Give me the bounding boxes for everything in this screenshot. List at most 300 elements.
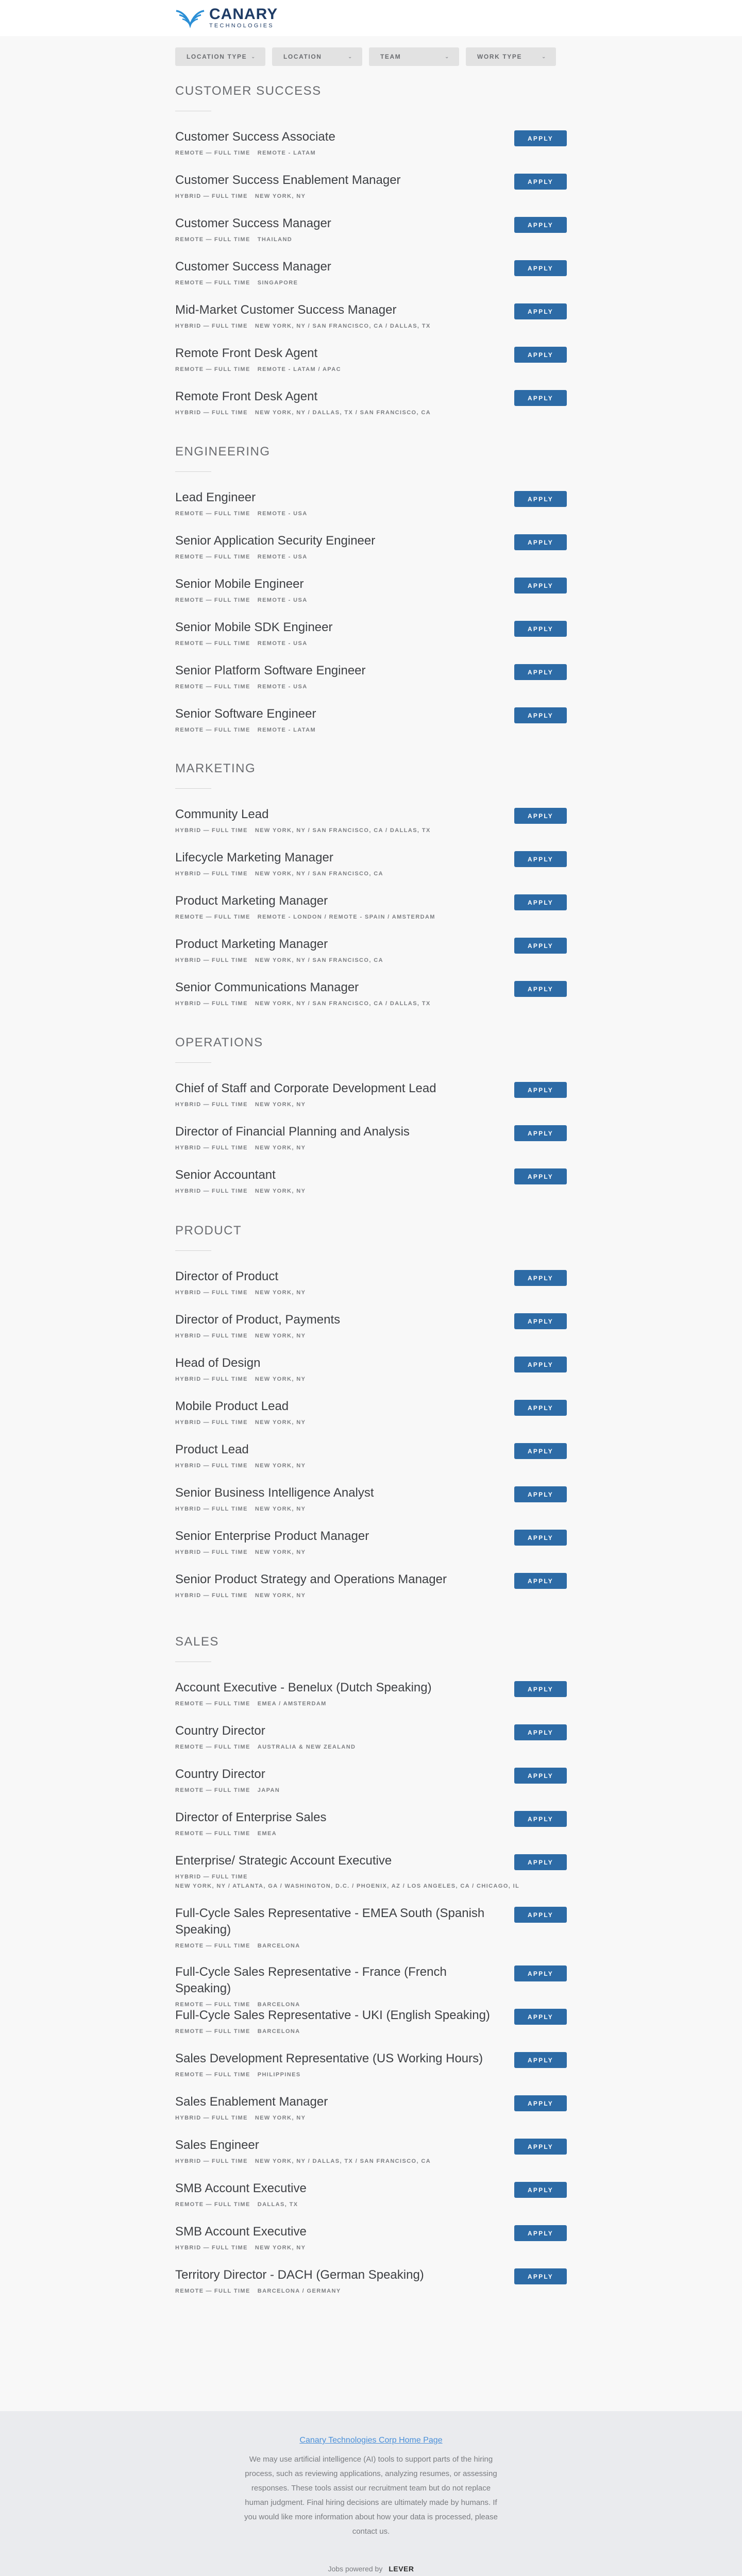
job-title-link[interactable]: SMB Account Executive (175, 2225, 307, 2239)
job-meta (175, 1331, 567, 1341)
job-meta (175, 956, 567, 965)
job-meta (175, 725, 567, 735)
job-commitment: FULL TIME (214, 1831, 250, 1837)
job-commitment: FULL TIME (214, 2028, 250, 2035)
job-commitment: FULL TIME (214, 1787, 250, 1793)
apply-button[interactable]: APPLY (514, 894, 567, 910)
job-location-type: REMOTE (175, 640, 204, 647)
job-location: BARCELONA (257, 1943, 300, 1949)
apply-button[interactable]: APPLY (514, 2139, 567, 2155)
job-title-link[interactable]: Account Executive - Benelux (Dutch Speaking) (175, 1681, 432, 1694)
meta-separator: — (206, 727, 212, 733)
job-location: NEW YORK, NY (255, 193, 306, 199)
job-posting (175, 663, 567, 691)
job-location: NEW YORK, NY (255, 1549, 306, 1555)
job-meta (175, 278, 567, 287)
job-meta (175, 1829, 567, 1838)
job-title-link[interactable]: Senior Mobile Engineer (175, 577, 304, 591)
job-location: NEW YORK, NY / ATLANTA, GA / WASHINGTON, D.C. / PHOENIX, AZ / LOS ANGELES, CA / CHICAGO, IL (175, 1883, 520, 1889)
job-commitment: FULL TIME (214, 2201, 250, 2208)
job-location: REMOTE - USA (257, 511, 308, 517)
job-location-type: HYBRID (175, 2158, 201, 2164)
job-commitment: FULL TIME (214, 684, 250, 690)
logo-name: CANARY (209, 6, 278, 23)
job-location: SINGAPORE (257, 280, 298, 286)
job-location-type: REMOTE (175, 511, 204, 517)
job-location-type: REMOTE (175, 2201, 204, 2208)
apply-button[interactable]: APPLY (514, 1082, 567, 1098)
job-commitment: FULL TIME (214, 1744, 250, 1750)
job-commitment: FULL TIME (214, 727, 250, 733)
apply-button[interactable]: APPLY (514, 1270, 567, 1286)
job-commitment: FULL TIME (211, 827, 248, 834)
section-divider (175, 788, 211, 789)
apply-button[interactable]: APPLY (514, 1357, 567, 1372)
job-meta (175, 869, 567, 878)
job-commitment: FULL TIME (211, 871, 248, 877)
filter-location-type[interactable] (175, 47, 265, 66)
apply-button[interactable]: APPLY (514, 621, 567, 637)
job-posting (175, 1809, 567, 1838)
section-title: PRODUCT (175, 1224, 242, 1238)
job-posting (175, 215, 567, 244)
job-posting (175, 172, 567, 201)
job-posting (175, 1964, 567, 2009)
job-commitment: FULL TIME (211, 2115, 248, 2121)
job-commitment: FULL TIME (211, 1101, 248, 1108)
apply-button[interactable]: APPLY (514, 808, 567, 824)
job-location: BARCELONA (257, 2028, 300, 2035)
meta-separator: — (203, 1001, 210, 1007)
job-posting (175, 1528, 567, 1557)
meta-separator: — (206, 150, 212, 156)
job-location: PHILIPPINES (257, 2072, 301, 2078)
apply-button[interactable]: APPLY (514, 1811, 567, 1827)
apply-button[interactable]: APPLY (514, 303, 567, 319)
job-title-link[interactable]: Senior Software Engineer (175, 707, 316, 721)
lever-logo[interactable]: LEVER (389, 2565, 414, 2573)
job-posting (175, 1571, 567, 1600)
job-posting (175, 1167, 567, 1196)
job-commitment: FULL TIME (211, 1419, 248, 1426)
job-title-link[interactable]: Senior Application Security Engineer (175, 534, 376, 548)
job-commitment: FULL TIME (211, 1592, 248, 1599)
job-commitment: FULL TIME (214, 2002, 250, 2008)
apply-button[interactable]: APPLY (514, 2268, 567, 2284)
job-title-link[interactable]: Product Marketing Manager (175, 937, 328, 951)
apply-button[interactable]: APPLY (514, 1486, 567, 1502)
job-location: AUSTRALIA & NEW ZEALAND (257, 1744, 356, 1750)
job-location: REMOTE - LATAM (257, 150, 316, 156)
job-commitment: FULL TIME (214, 640, 250, 647)
job-commitment: FULL TIME (211, 2245, 248, 2251)
job-meta (175, 192, 567, 201)
apply-button[interactable]: APPLY (514, 707, 567, 723)
job-commitment: FULL TIME (211, 2158, 248, 2164)
job-location-type: HYBRID (175, 2245, 201, 2251)
job-title-link[interactable]: Customer Success Manager (175, 216, 331, 230)
job-meta (175, 1699, 567, 1708)
apply-button[interactable]: APPLY (514, 2182, 567, 2198)
job-title-link[interactable]: Sales Enablement Manager (175, 2095, 328, 2109)
company-home-link[interactable]: Canary Technologies Corp Home Page (299, 2436, 443, 2445)
section-title: OPERATIONS (175, 1036, 263, 1049)
meta-separator: — (206, 1831, 212, 1837)
job-posting (175, 1766, 567, 1795)
apply-button[interactable]: APPLY (514, 1768, 567, 1784)
meta-separator: — (203, 957, 210, 963)
job-title-link[interactable]: Full-Cycle Sales Representative - UKI (English Speaking) (175, 2008, 490, 2022)
job-meta (175, 148, 567, 158)
job-posting (175, 893, 567, 922)
job-location: REMOTE - USA (257, 640, 308, 647)
section-operations (175, 1036, 567, 1194)
job-location-type: REMOTE (175, 597, 204, 603)
job-location: NEW YORK, NY (255, 1188, 306, 1194)
job-title-link[interactable]: Senior Accountant (175, 1168, 276, 1182)
job-location-type: HYBRID (175, 1376, 201, 1382)
job-commitment: FULL TIME (214, 597, 250, 603)
meta-separator: — (206, 280, 212, 286)
job-meta (175, 826, 567, 835)
job-title-link[interactable]: Country Director (175, 1767, 265, 1781)
meta-separator: — (206, 366, 212, 372)
chevron-down-icon: ⌄ (251, 54, 256, 60)
meta-separator: — (203, 323, 210, 329)
job-location: REMOTE - USA (257, 554, 308, 560)
meta-separator: — (203, 871, 210, 877)
job-location-type: HYBRID (175, 827, 201, 834)
job-title-link[interactable]: Customer Success Enablement Manager (175, 173, 401, 187)
section-title: SALES (175, 1635, 219, 1649)
job-title-link[interactable]: Senior Platform Software Engineer (175, 664, 366, 677)
meta-separator: — (206, 640, 212, 647)
job-location-type: HYBRID (175, 1592, 201, 1599)
job-posting (175, 1124, 567, 1153)
job-location: NEW YORK, NY / SAN FRANCISCO, CA / DALLAS, TX (255, 827, 431, 834)
job-posting (175, 2094, 567, 2123)
job-location-type: REMOTE (175, 1787, 204, 1793)
job-meta (175, 1461, 567, 1470)
job-posting (175, 259, 567, 287)
job-location: NEW YORK, NY (255, 2115, 306, 2121)
job-title-link[interactable]: Territory Director - DACH (German Speaking) (175, 2268, 424, 2282)
job-title-link[interactable]: Customer Success Manager (175, 260, 331, 274)
job-location-type: REMOTE (175, 727, 204, 733)
job-title-link[interactable]: Sales Engineer (175, 2138, 259, 2152)
job-location: NEW YORK, NY / SAN FRANCISCO, CA / DALLAS, TX (255, 1001, 431, 1007)
filter-label: LOCATION (283, 53, 322, 60)
job-location-type: REMOTE (175, 1831, 204, 1837)
job-location: NEW YORK, NY (255, 1101, 306, 1108)
job-location-type: HYBRID (175, 1549, 201, 1555)
job-meta (175, 1548, 567, 1557)
job-title-link[interactable]: Head of Design (175, 1356, 261, 1370)
job-location-type: HYBRID (175, 2115, 201, 2121)
section-product (175, 1224, 567, 1599)
job-location: NEW YORK, NY (255, 2245, 306, 2251)
job-posting (175, 850, 567, 878)
job-location: NEW YORK, NY (255, 1333, 306, 1339)
job-meta (175, 1100, 567, 1109)
apply-button[interactable]: APPLY (514, 2095, 567, 2111)
job-commitment: FULL TIME (214, 366, 250, 372)
apply-button[interactable]: APPLY (514, 1854, 567, 1870)
job-location-type: REMOTE (175, 2288, 204, 2294)
job-commitment: FULL TIME (211, 323, 248, 329)
apply-button[interactable]: APPLY (514, 2009, 567, 2025)
job-posting (175, 533, 567, 562)
job-posting (175, 619, 567, 648)
section-title: CUSTOMER SUCCESS (175, 84, 322, 98)
meta-separator: — (203, 1463, 210, 1469)
job-commitment: FULL TIME (211, 1506, 248, 1512)
job-location-type: REMOTE (175, 1701, 204, 1707)
job-posting (175, 129, 567, 158)
job-posting (175, 1442, 567, 1470)
job-title-link[interactable]: Community Lead (175, 807, 269, 821)
job-posting (175, 1853, 567, 1891)
job-title-link[interactable]: Senior Mobile SDK Engineer (175, 620, 333, 634)
section-divider (175, 471, 211, 472)
job-title-link[interactable]: Director of Enterprise Sales (175, 1810, 327, 1824)
meta-separator: — (203, 1145, 210, 1151)
meta-separator: — (203, 2115, 210, 2121)
job-meta (175, 1941, 567, 1951)
job-title-link[interactable]: Chief of Staff and Corporate Development Lead (175, 1081, 436, 1095)
apply-button[interactable]: APPLY (514, 1724, 567, 1740)
job-meta (175, 682, 567, 691)
apply-button[interactable]: APPLY (514, 260, 567, 276)
job-commitment: FULL TIME (214, 1701, 250, 1707)
job-location: REMOTE - USA (257, 684, 308, 690)
canary-wing-icon (175, 8, 205, 28)
job-title-link[interactable]: Lead Engineer (175, 490, 256, 504)
apply-button[interactable]: APPLY (514, 664, 567, 680)
job-commitment: FULL TIME (211, 1290, 248, 1296)
filter-label: TEAM (380, 53, 401, 60)
job-title-link[interactable]: Senior Communications Manager (175, 980, 359, 994)
job-location: NEW YORK, NY (255, 1376, 306, 1382)
filter-label: WORK TYPE (477, 53, 522, 60)
job-posting (175, 2224, 567, 2252)
job-posting (175, 2137, 567, 2166)
job-location-type: REMOTE (175, 554, 204, 560)
job-location-type: REMOTE (175, 366, 204, 372)
section-customer-success (175, 84, 567, 416)
job-meta (175, 2157, 567, 2166)
job-location-type: HYBRID (175, 1506, 201, 1512)
job-commitment: FULL TIME (211, 1463, 248, 1469)
job-title-link[interactable]: Customer Success Associate (175, 130, 335, 144)
job-location-type: REMOTE (175, 684, 204, 690)
job-location-type: REMOTE (175, 2002, 204, 2008)
job-location-type: HYBRID (175, 193, 201, 199)
job-location: REMOTE - LATAM (257, 727, 316, 733)
powered-by (0, 2565, 742, 2573)
job-title-link[interactable]: Full-Cycle Sales Representative - EMEA South (Spanish Speaking) (175, 1906, 485, 1937)
apply-button[interactable]: APPLY (514, 2052, 567, 2068)
job-meta (175, 1375, 567, 1384)
job-location: BARCELONA (257, 2002, 300, 2008)
apply-button[interactable]: APPLY (514, 491, 567, 507)
meta-separator: — (206, 1943, 212, 1949)
job-meta (175, 1591, 567, 1600)
meta-separator: — (206, 2072, 212, 2078)
job-posting (175, 489, 567, 518)
job-location-type: HYBRID (175, 1001, 201, 1007)
apply-button[interactable]: APPLY (514, 1530, 567, 1546)
job-commitment: FULL TIME (211, 957, 248, 963)
apply-button[interactable]: APPLY (514, 938, 567, 954)
job-location: NEW YORK, NY (255, 1290, 306, 1296)
job-posting (175, 2050, 567, 2079)
job-title-link[interactable]: Remote Front Desk Agent (175, 346, 318, 360)
job-posting (175, 1355, 567, 1384)
job-posting (175, 1312, 567, 1341)
job-location-type: HYBRID (175, 1463, 201, 1469)
job-title-link[interactable]: Senior Product Strategy and Operations Manager (175, 1572, 447, 1586)
job-location-type: REMOTE (175, 1943, 204, 1949)
job-title-link[interactable]: Senior Business Intelligence Analyst (175, 1486, 374, 1500)
site-footer (0, 2411, 742, 2576)
job-commitment: FULL TIME (214, 1943, 250, 1949)
apply-button[interactable]: APPLY (514, 130, 567, 146)
job-title-link[interactable]: Senior Enterprise Product Manager (175, 1529, 369, 1543)
meta-separator: — (206, 236, 212, 243)
job-posting (175, 1398, 567, 1427)
powered-by-text: Jobs powered by (328, 2565, 383, 2573)
job-posting (175, 1905, 567, 1951)
apply-button[interactable]: APPLY (514, 390, 567, 406)
section-divider (175, 1062, 211, 1063)
job-location: NEW YORK, NY / SAN FRANCISCO, CA / DALLAS, TX (255, 323, 431, 329)
meta-separator: — (206, 684, 212, 690)
company-logo[interactable] (175, 7, 278, 29)
job-title-link[interactable]: Mid-Market Customer Success Manager (175, 303, 397, 317)
apply-button[interactable]: APPLY (514, 981, 567, 997)
meta-separator: — (203, 2245, 210, 2251)
meta-separator: — (203, 1376, 210, 1382)
job-meta (175, 912, 567, 922)
meta-separator: — (203, 1188, 210, 1194)
job-title-link[interactable]: Remote Front Desk Agent (175, 389, 318, 403)
apply-button[interactable]: APPLY (514, 534, 567, 550)
job-posting (175, 2267, 567, 2296)
section-marketing (175, 761, 567, 1007)
job-title-link[interactable]: Director of Product, Payments (175, 1313, 341, 1327)
job-title-link[interactable]: Mobile Product Lead (175, 1399, 289, 1413)
job-title-link[interactable]: Full-Cycle Sales Representative - France (French Speaking) (175, 1965, 447, 1995)
apply-button[interactable]: APPLY (514, 347, 567, 363)
meta-separator: — (203, 1592, 210, 1599)
job-meta (175, 1742, 567, 1752)
job-commitment: FULL TIME (211, 1549, 248, 1555)
job-location-type: HYBRID (175, 1145, 201, 1151)
job-posting (175, 806, 567, 835)
meta-separator: — (203, 827, 210, 834)
job-location: EMEA / AMSTERDAM (257, 1701, 327, 1707)
job-meta (175, 2113, 567, 2123)
job-posting (175, 2007, 567, 2036)
job-location: EMEA (257, 1831, 277, 1837)
meta-separator: — (203, 193, 210, 199)
meta-separator: — (206, 1701, 212, 1707)
job-title-link[interactable]: Product Marketing Manager (175, 894, 328, 908)
meta-separator: — (203, 1506, 210, 1512)
job-title-link[interactable]: Sales Development Representative (US Working Hours) (175, 2052, 483, 2065)
job-posting (175, 1680, 567, 1708)
job-meta (175, 321, 567, 331)
job-commitment: FULL TIME (214, 511, 250, 517)
apply-button[interactable]: APPLY (514, 1681, 567, 1697)
apply-button[interactable]: APPLY (514, 1400, 567, 1416)
job-title-link[interactable]: Lifecycle Marketing Manager (175, 851, 333, 865)
filter-work-type[interactable] (466, 47, 556, 66)
job-commitment: FULL TIME (211, 1001, 248, 1007)
apply-button[interactable]: APPLY (514, 578, 567, 594)
job-location: NEW YORK, NY (255, 1463, 306, 1469)
job-location: NEW YORK, NY (255, 1592, 306, 1599)
apply-button[interactable]: APPLY (514, 1313, 567, 1329)
apply-button[interactable]: APPLY (514, 851, 567, 867)
job-title-link[interactable]: Director of Product (175, 1269, 279, 1283)
job-meta (175, 596, 567, 605)
section-divider (175, 1250, 211, 1251)
job-posting (175, 388, 567, 417)
job-location-type: REMOTE (175, 2072, 204, 2078)
chevron-down-icon: ⌄ (445, 54, 450, 60)
apply-button[interactable]: APPLY (514, 1443, 567, 1459)
job-posting (175, 1485, 567, 1514)
job-posting (175, 345, 567, 374)
job-meta (175, 2200, 567, 2209)
apply-button[interactable]: APPLY (514, 1168, 567, 1184)
filter-team[interactable] (369, 47, 459, 66)
job-posting (175, 576, 567, 605)
meta-separator: — (203, 410, 210, 416)
job-title-link[interactable]: Director of Financial Planning and Analysis (175, 1125, 410, 1139)
job-location-type: REMOTE (175, 2028, 204, 2035)
meta-separator: — (206, 2002, 212, 2008)
apply-button[interactable]: APPLY (514, 174, 567, 190)
job-commitment: FULL TIME (214, 2288, 250, 2294)
apply-button[interactable]: APPLY (514, 1573, 567, 1589)
chevron-down-icon: ⌄ (542, 54, 547, 60)
job-title-link[interactable]: Product Lead (175, 1443, 249, 1456)
apply-button[interactable]: APPLY (514, 217, 567, 233)
job-title-link[interactable]: Country Director (175, 1724, 265, 1738)
meta-separator: — (206, 1744, 212, 1750)
job-meta (175, 509, 567, 518)
apply-button[interactable]: APPLY (514, 1965, 567, 1981)
job-location-type: HYBRID (175, 1333, 201, 1339)
job-posting (175, 979, 567, 1008)
meta-separator: — (206, 1787, 212, 1793)
job-location: NEW YORK, NY (255, 1145, 306, 1151)
apply-button[interactable]: APPLY (514, 1125, 567, 1141)
meta-separator: — (206, 597, 212, 603)
job-posting (175, 1723, 567, 1752)
job-commitment: FULL TIME (214, 2072, 250, 2078)
filter-location[interactable] (272, 47, 362, 66)
job-posting (175, 302, 567, 331)
apply-button[interactable]: APPLY (514, 2225, 567, 2241)
job-title-link[interactable]: Enterprise/ Strategic Account Executive (175, 1854, 392, 1868)
apply-button[interactable]: APPLY (514, 1907, 567, 1923)
job-title-link[interactable]: SMB Account Executive (175, 2181, 307, 2195)
job-meta (175, 1872, 567, 1891)
